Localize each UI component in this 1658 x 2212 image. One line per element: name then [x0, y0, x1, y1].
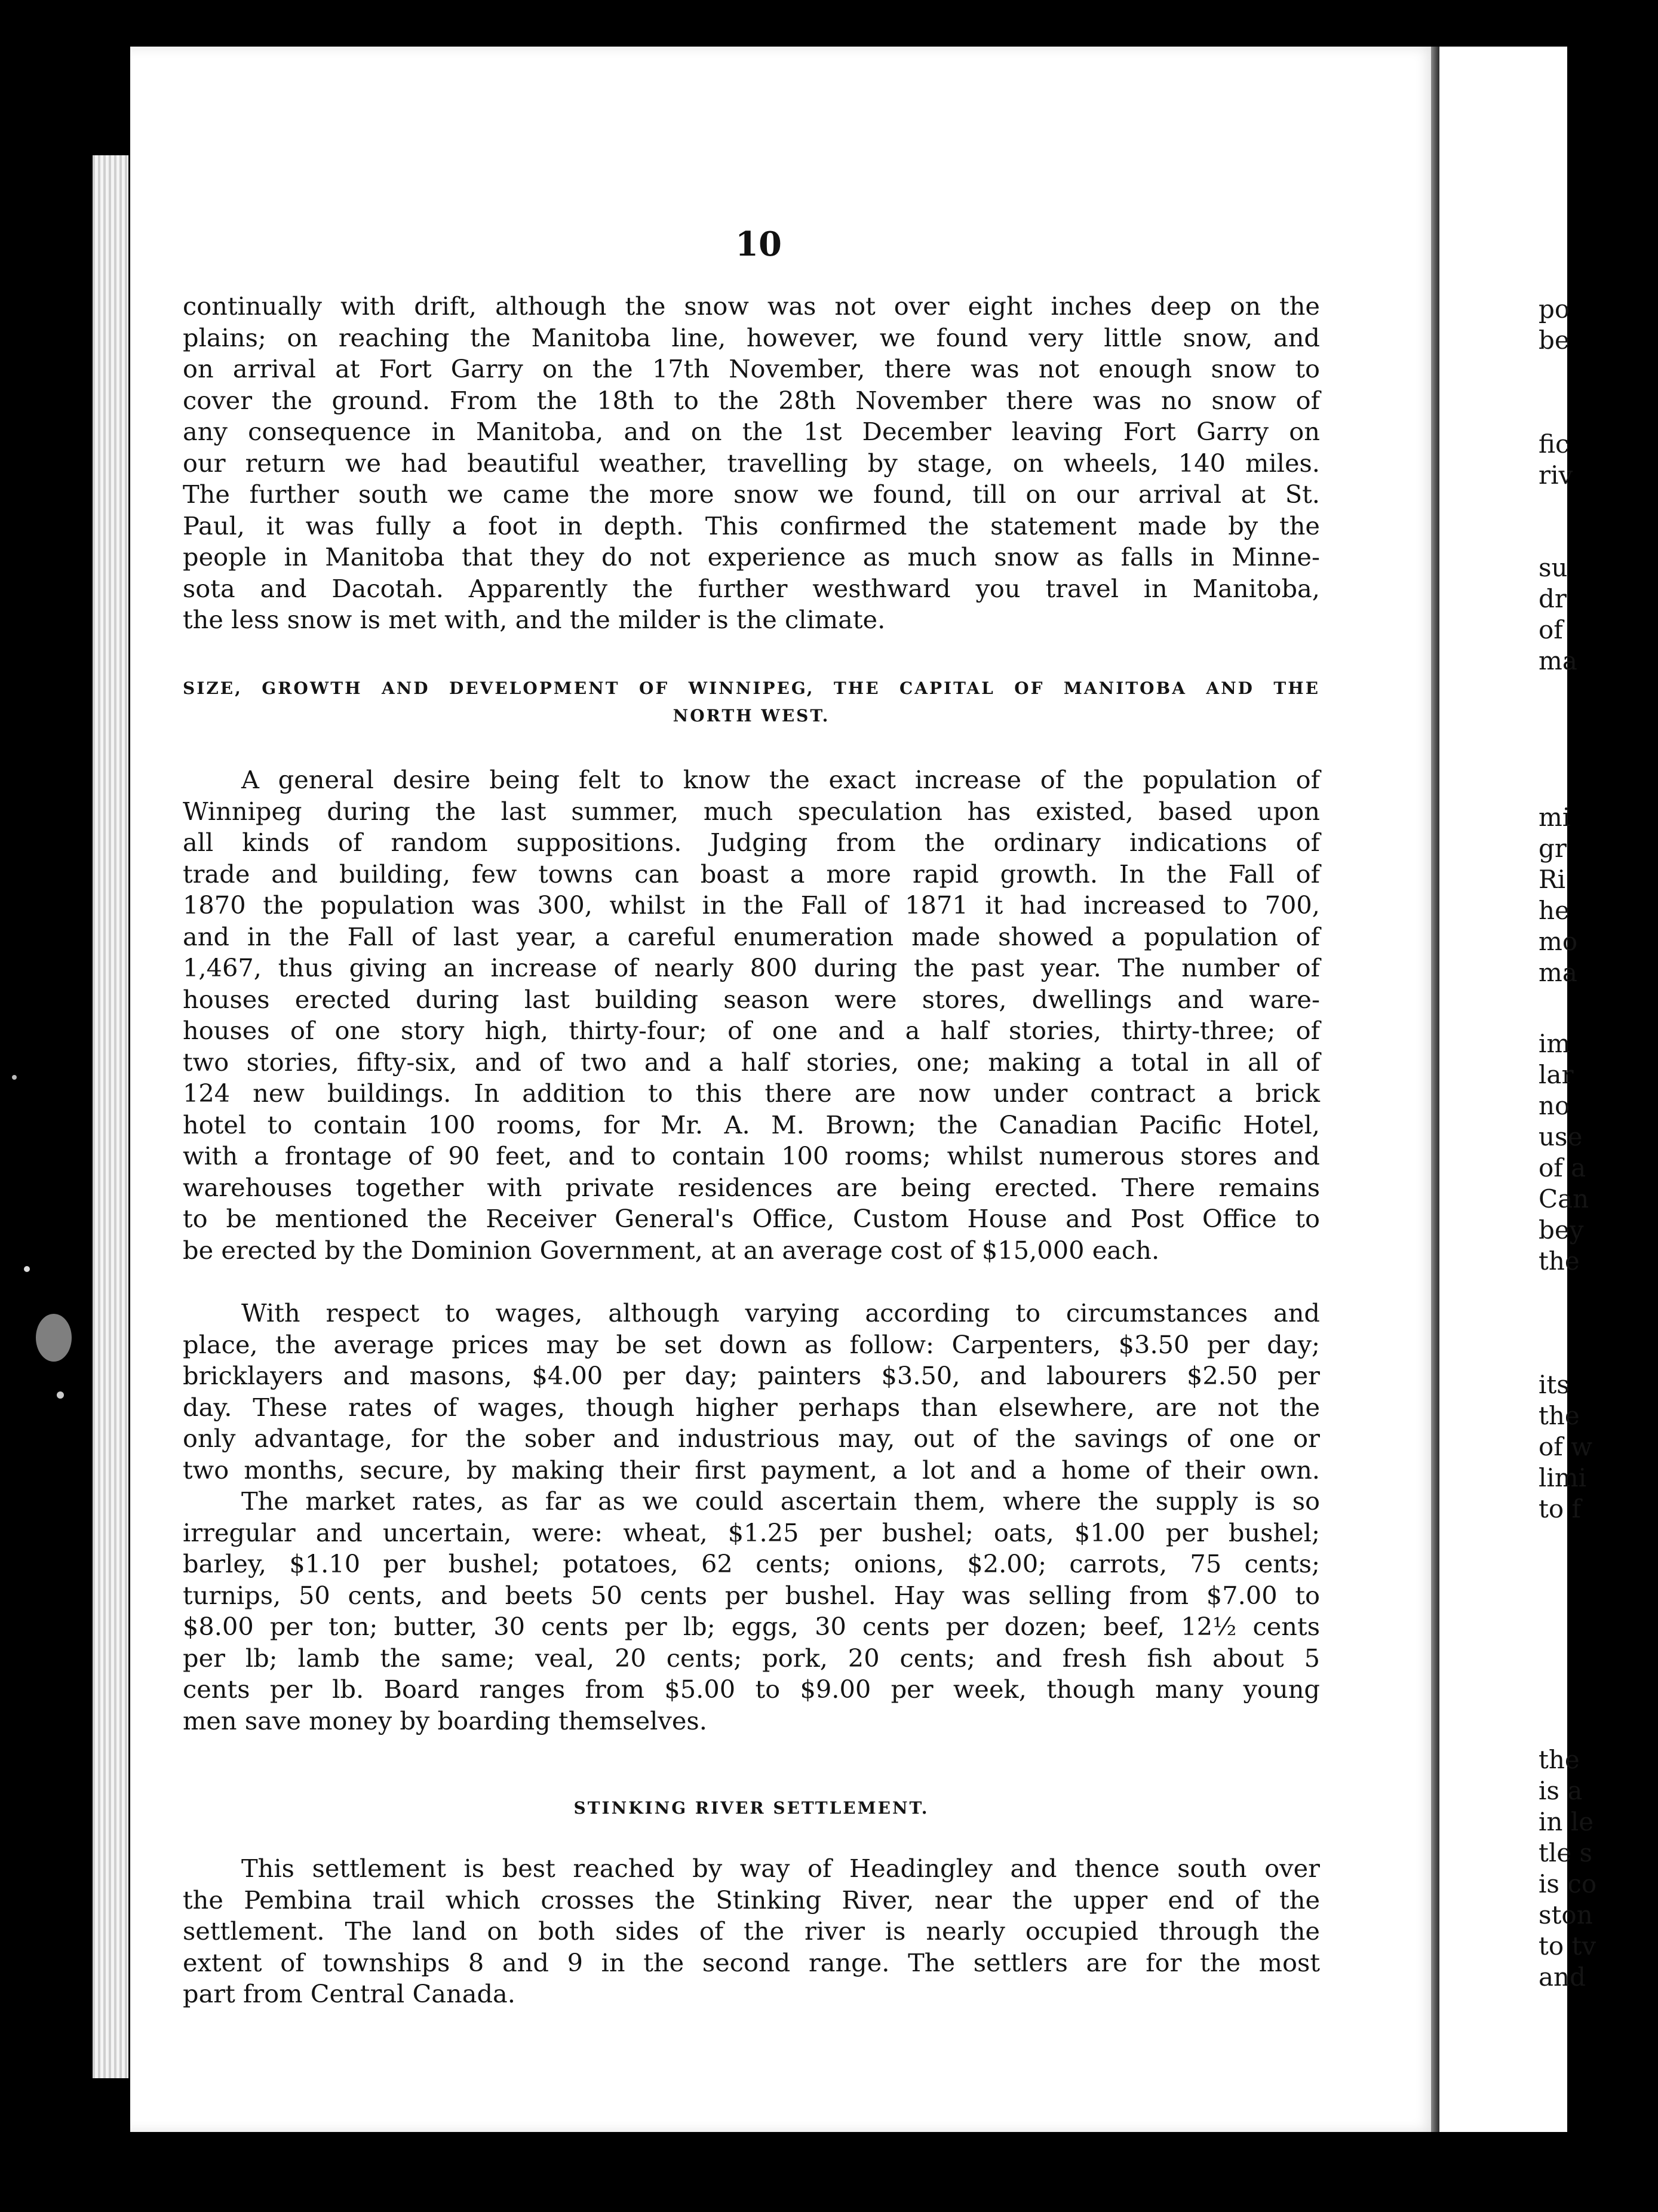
- section-heading-stinking-river: STINKING RIVER SETTLEMENT.: [573, 1798, 929, 1818]
- fragment-line: limi: [1539, 1463, 1587, 1492]
- text-line: our return we had beautiful weather, travelling by stage, on wheels, 140 miles.: [183, 448, 1320, 478]
- text-line: men save money by boarding themselves.: [183, 1706, 707, 1735]
- text-line: with a frontage of 90 feet, and to contain 100 rooms; whilst numerous stores and: [183, 1141, 1320, 1170]
- text-line: houses erected during last building season were stores, dwellings and ware-: [183, 984, 1320, 1014]
- text-line: 1,467, thus giving an increase of nearly 800 during the past year. The number of: [183, 953, 1320, 982]
- text-line: The market rates, as far as we could ascertain them, where the supply is so: [241, 1486, 1320, 1516]
- text-line: hotel to contain 100 rooms, for Mr. A. M. Brown; the Canadian Pacific Hotel,: [183, 1110, 1320, 1139]
- fragment-line: the: [1539, 1745, 1580, 1774]
- text-line: warehouses together with private residences are being erected. There remains: [183, 1172, 1320, 1202]
- fragment-line: no: [1539, 1091, 1570, 1120]
- text-line: people in Manitoba that they do not experience as much snow as falls in Minne-: [183, 542, 1320, 572]
- page-edge: [93, 155, 128, 2078]
- paragraph-settlement: [183, 1853, 1320, 2010]
- paragraph-market-rates: [183, 1486, 1320, 1737]
- facing-page-fragment: [1539, 1744, 1658, 1993]
- fragment-line: ston: [1539, 1900, 1593, 1930]
- text-line: all kinds of random suppositions. Judging from the ordinary indications of: [183, 828, 1320, 857]
- dust-speck: [36, 1314, 72, 1362]
- text-line: cents per lb. Board ranges from $5.00 to $9.00 per week, though many young: [183, 1675, 1320, 1704]
- text-line: 1870 the population was 300, whilst in the Fall of 1871 it had increased to 700,: [183, 890, 1320, 920]
- fragment-line: its: [1539, 1370, 1570, 1399]
- text-line: two months, secure, by making their first payment, a lot and a home of their own.: [183, 1455, 1320, 1485]
- fragment-line: tle s: [1539, 1838, 1593, 1867]
- text-line: continually with drift, although the snow was not over eight inches deep on the: [183, 291, 1320, 321]
- text-line: irregular and uncertain, were: wheat, $1.25 per bushel; oats, $1.00 per bushel;: [183, 1517, 1320, 1547]
- text-line: The further south we came the more snow we found, till on our arrival at St.: [183, 480, 1320, 509]
- text-line: the Pembina trail which crosses the Stinking River, near the upper end of the: [183, 1885, 1320, 1915]
- text-line: Winnipeg during the last summer, much speculation has existed, based upon: [183, 796, 1320, 826]
- fragment-line: riv: [1539, 460, 1573, 490]
- text-line: This settlement is best reached by way of Headingley and thence south over: [241, 1854, 1320, 1883]
- facing-page-fragment: [1539, 1369, 1658, 1525]
- text-line: only advantage, for the sober and industrious may, out of the savings of one or: [183, 1424, 1320, 1453]
- fragment-line: of a: [1539, 1153, 1586, 1182]
- text-line: plains; on reaching the Manitoba line, however, we found very little snow, and: [183, 322, 1320, 352]
- fragment-line: Can: [1539, 1184, 1589, 1213]
- text-line: and in the Fall of last year, a careful enumeration made showed a population of: [183, 921, 1320, 951]
- fragment-line: po: [1539, 294, 1570, 324]
- text-line: barley, $1.10 per bushel; potatoes, 62 cents; onions, $2.00; carrots, 75 cents;: [183, 1549, 1320, 1578]
- heading-line: SIZE, GROWTH AND DEVELOPMENT OF WINNIPEG, THE CAPITAL OF MANITOBA AND THE: [183, 678, 1320, 698]
- fragment-line: is a: [1539, 1776, 1583, 1805]
- text-line: day. These rates of wages, though higher perhaps than elsewhere, are not the: [183, 1392, 1320, 1422]
- fragment-line: of w: [1539, 1432, 1593, 1461]
- text-line: be erected by the Dominion Government, at an average cost of $15,000 each.: [183, 1235, 1160, 1265]
- section-heading-winnipeg: [183, 675, 1320, 730]
- text-line: cover the ground. From the 18th to the 28th November there was no snow of: [183, 385, 1320, 415]
- facing-page-fragment: [1539, 552, 1658, 677]
- fragment-line: gr: [1539, 834, 1567, 863]
- text-line: trade and building, few towns can boast a more rapid growth. In the Fall of: [183, 859, 1320, 889]
- fragment-line: and: [1539, 1962, 1586, 1992]
- text-line: on arrival at Fort Garry on the 17th November, there was not enough snow to: [183, 354, 1320, 383]
- text-line: part from Central Canada.: [183, 1979, 515, 2008]
- text-line: With respect to wages, although varying according to circumstances and: [241, 1298, 1320, 1328]
- fragment-line: to tv: [1539, 1931, 1596, 1961]
- text-line: sota and Dacotah. Apparently the further westhward you travel in Manitoba,: [183, 573, 1320, 603]
- fragment-line: su: [1539, 553, 1568, 582]
- text-line: $8.00 per ton; butter, 30 cents per lb; eggs, 30 cents per dozen; beef, 12½ cents: [183, 1612, 1320, 1641]
- fragment-line: he: [1539, 896, 1570, 925]
- fragment-line: dr: [1539, 584, 1567, 613]
- fragment-line: in le: [1539, 1807, 1594, 1836]
- text-line: 124 new buildings. In addition to this there are now under contract a brick: [183, 1079, 1320, 1108]
- fragment-line: the: [1539, 1246, 1580, 1276]
- fragment-line: is co: [1539, 1869, 1597, 1898]
- text-line: extent of townships 8 and 9 in the second range. The settlers are for the most: [183, 1947, 1320, 1977]
- text-line: Paul, it was fully a foot in depth. This confirmed the statement made by the: [183, 511, 1320, 540]
- facing-page-fragment: [1539, 802, 1658, 988]
- text-line: any consequence in Manitoba, and on the 1st December leaving Fort Garry on: [183, 417, 1320, 446]
- paragraph-snowfall: [183, 291, 1320, 636]
- fragment-line: ma: [1539, 646, 1577, 675]
- fragment-line: use: [1539, 1122, 1583, 1151]
- paragraph-population: [183, 764, 1320, 1266]
- fragment-line: of: [1539, 615, 1563, 644]
- fragment-line: fic: [1539, 429, 1570, 459]
- fragment-line: im: [1539, 1029, 1571, 1058]
- text-line: A general desire being felt to know the exact increase of the population of: [241, 765, 1320, 794]
- dust-speck: [24, 1266, 30, 1272]
- fragment-line: the: [1539, 1401, 1580, 1430]
- fragment-line: be: [1539, 325, 1570, 355]
- text-line: place, the average prices may be set down as follow: Carpenters, $3.50 per day;: [183, 1329, 1320, 1359]
- fragment-line: Ri: [1539, 865, 1566, 894]
- fragment-line: mi: [1539, 803, 1571, 832]
- text-line: houses of one story high, thirty-four; of one and a half stories, thirty-three; of: [183, 1016, 1320, 1045]
- text-line: the less snow is met with, and the milder is the climate.: [183, 605, 886, 634]
- facing-page-fragment: [1539, 1028, 1658, 1277]
- facing-page-fragment: [1539, 294, 1658, 356]
- heading-line: NORTH WEST.: [673, 706, 830, 726]
- text-line: turnips, 50 cents, and beets 50 cents per bushel. Hay was selling from $7.00 to: [183, 1580, 1320, 1610]
- fragment-line: bey: [1539, 1215, 1584, 1245]
- fragment-line: mo: [1539, 927, 1578, 956]
- text-line: per lb; lamb the same; veal, 20 cents; pork, 20 cents; and fresh fish about 5: [183, 1643, 1320, 1673]
- fragment-line: ma: [1539, 958, 1577, 987]
- text-line: bricklayers and masons, $4.00 per day; painters $3.50, and labourers $2.50 per: [183, 1361, 1320, 1390]
- fragment-line: lar: [1539, 1060, 1574, 1089]
- page-number: 10: [735, 225, 782, 264]
- fragment-line: to f: [1539, 1494, 1582, 1523]
- text-line: two stories, fifty-six, and of two and a half stories, one; making a total in all of: [183, 1047, 1320, 1077]
- facing-page-fragment: [1539, 429, 1658, 491]
- paragraph-wages: [183, 1298, 1320, 1486]
- text-line: to be mentioned the Receiver General's Office, Custom House and Post Office to: [183, 1204, 1320, 1233]
- dust-speck: [12, 1075, 17, 1080]
- dust-speck: [57, 1391, 64, 1399]
- text-line: settlement. The land on both sides of the river is nearly occupied through the: [183, 1916, 1320, 1946]
